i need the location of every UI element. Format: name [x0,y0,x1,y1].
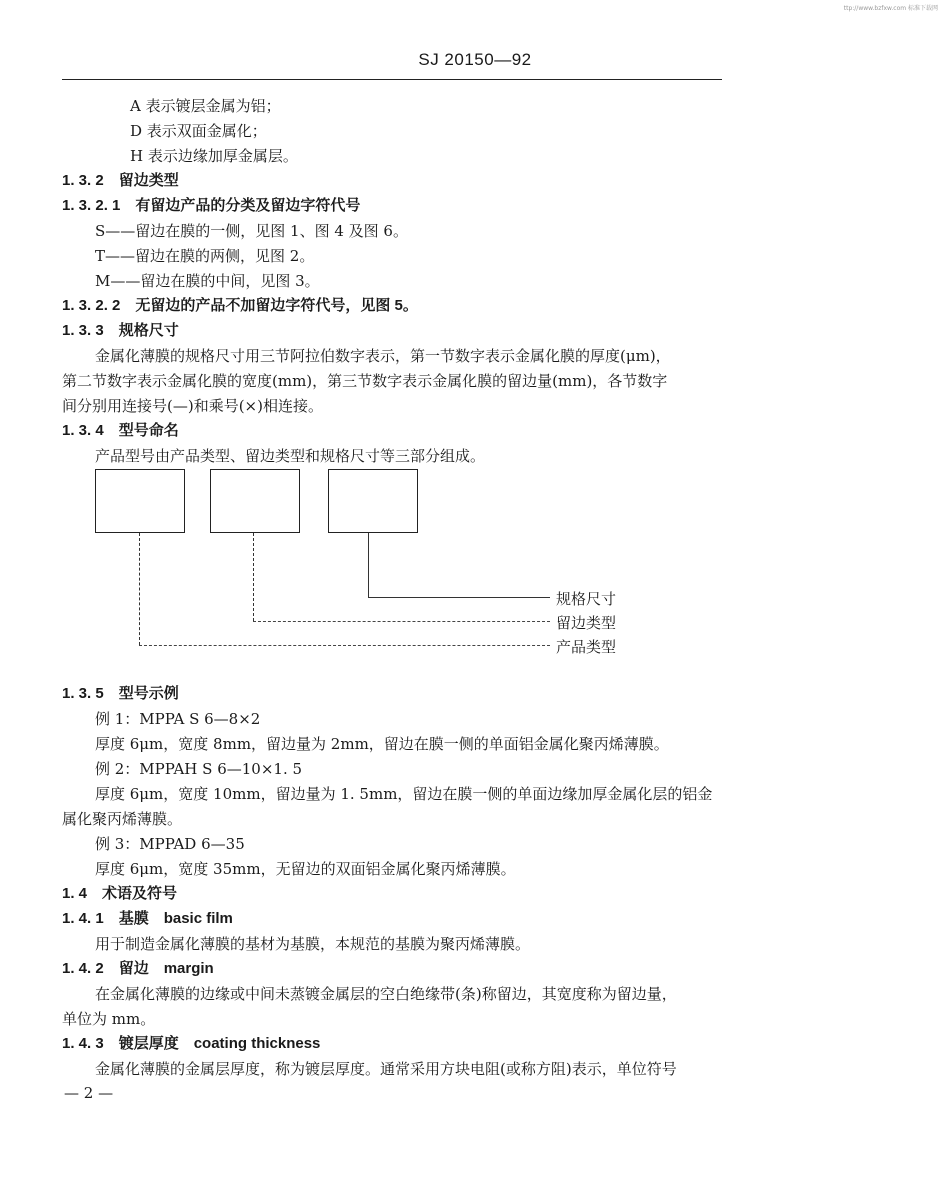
margin-type-t: T——留边在膜的两侧，见图 2。 [95,247,315,265]
paragraph-1-3-3-line-2: 第二节数字表示金属化膜的宽度(mm)，第三节数字表示金属化膜的留边量(mm)，各节数字 [62,372,668,390]
section-1-3-3-heading: 1. 3. 3 规格尺寸 [62,322,179,339]
paragraph-1-3-4: 产品型号由产品类型、留边类型和规格尺寸等三部分组成。 [95,447,486,465]
product-leader-vertical [139,533,140,645]
margin-leader-vertical [253,533,254,621]
paragraph-1-4-1: 用于制造金属化薄膜的基材为基膜，本规范的基膜为聚丙烯薄膜。 [95,935,531,953]
paragraph-1-4-3: 金属化薄膜的金属层厚度，称为镀层厚度。通常采用方块电阻(或称方阻)表示，单位符号 [95,1060,677,1078]
margin-leader-horizontal [253,621,550,622]
section-1-3-2-2-heading: 1. 3. 2. 2 无留边的产品不加留边字符代号，见图 5。 [62,297,418,314]
product-leader-horizontal [139,645,550,646]
label-spec-size: 规格尺寸 [556,590,617,608]
section-1-4-3-heading: 1. 4. 3 镀层厚度 coating thickness [62,1035,321,1052]
standard-number-header: SJ 20150—92 [418,50,532,69]
source-watermark: ttp://www.bzfxw.com 标准下载网 [843,5,938,12]
section-1-3-5-heading: 1. 3. 5 型号示例 [62,685,179,702]
section-1-3-2-1-heading: 1. 3. 2. 1 有留边产品的分类及留边字符代号 [62,197,361,214]
margin-type-s: S——留边在膜的一侧，见图 1、图 4 及图 6。 [95,222,408,240]
section-1-3-4-heading: 1. 3. 4 型号命名 [62,422,179,439]
text-line-d: D 表示双面金属化； [130,122,267,140]
section-1-3-2-heading: 1. 3. 2 留边类型 [62,172,179,189]
example-1-description: 厚度 6μm，宽度 8mm，留边量为 2mm，留边在膜一侧的单面铝金属化聚丙烯薄膜。 [95,735,669,753]
text-line-h: H 表示边缘加厚金属层。 [130,147,298,165]
spec-leader-vertical [368,533,369,597]
label-margin-type: 留边类型 [556,614,617,632]
paragraph-1-4-2-line-2: 单位为 mm。 [62,1010,156,1028]
label-product-type: 产品类型 [556,638,617,656]
spec-size-box [328,469,418,533]
example-2-model: 例 2：MPPAH S 6—10×1. 5 [95,760,303,778]
margin-type-m: M——留边在膜的中间，见图 3。 [95,272,320,290]
example-2-description-line-2: 属化聚丙烯薄膜。 [62,810,183,828]
section-1-4-2-heading: 1. 4. 2 留边 margin [62,960,214,977]
example-2-description-line-1: 厚度 6μm，宽度 10mm，留边量为 1. 5mm，留边在膜一侧的单面边缘加厚金属化层的铝金 [95,785,713,803]
product-type-box [95,469,185,533]
header-rule [62,79,722,80]
example-1-model: 例 1：MPPA S 6—8×2 [95,710,261,728]
section-1-4-1-heading: 1. 4. 1 基膜 basic film [62,910,233,927]
text-line-a: A 表示镀层金属为铝； [130,97,281,115]
margin-type-box [210,469,300,533]
paragraph-1-4-2-line-1: 在金属化薄膜的边缘或中间未蒸镀金属层的空白绝缘带(条)称留边，其宽度称为留边量， [95,985,677,1003]
page-number: — 2 — [64,1084,114,1102]
example-3-model: 例 3：MPPAD 6—35 [95,835,245,853]
spec-leader-horizontal [368,597,550,598]
example-3-description: 厚度 6μm，宽度 35mm，无留边的双面铝金属化聚丙烯薄膜。 [95,860,516,878]
paragraph-1-3-3-line-1: 金属化薄膜的规格尺寸用三节阿拉伯数字表示，第一节数字表示金属化膜的厚度(μm)， [95,347,671,365]
section-1-4-heading: 1. 4 术语及符号 [62,885,178,902]
paragraph-1-3-3-line-3: 间分别用连接号(—)和乘号(×)相连接。 [62,397,323,415]
